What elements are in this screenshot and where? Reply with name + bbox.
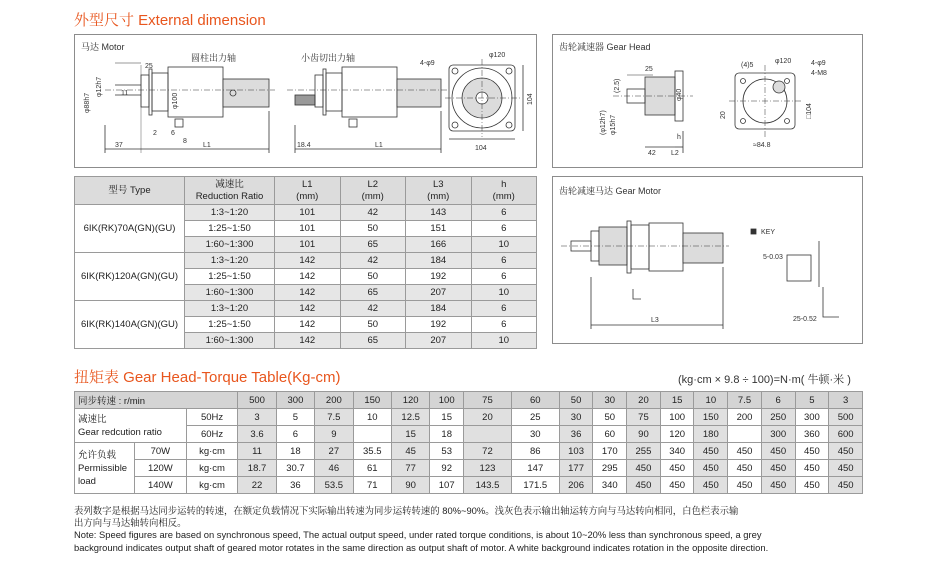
dim-4-M8: 4-M8 (811, 70, 827, 77)
dim-15h7: φ15h7 (610, 114, 617, 135)
dim-L1-left: L1 (203, 142, 211, 149)
dim-20: 20 (720, 111, 727, 119)
spec-cell: 101 (275, 205, 341, 221)
speed-cell: 75 (464, 392, 512, 409)
load-cell: 35.5 (353, 443, 391, 460)
load-cell: 92 (430, 460, 464, 477)
spec-cell: 6 (471, 221, 537, 237)
dim-104-bottom: 104 (475, 145, 487, 152)
spec-cell: 10 (471, 333, 537, 349)
load-cell: 18 (276, 443, 314, 460)
dim-phi40: φ40 (676, 88, 683, 101)
spec-cell: 50 (340, 317, 406, 333)
unit-cell: kg·cm (186, 477, 238, 494)
ratio-cell: 360 (795, 426, 829, 443)
spec-header-l1-text: L1 (mm) (296, 178, 319, 202)
torque-unit-note: (kg·cm × 9.8 ÷ 100)=N·m( 牛顿·米 ) (678, 374, 851, 386)
spec-row (75, 301, 537, 317)
load-cell: 72 (464, 443, 512, 460)
load-cell: 53.5 (315, 477, 353, 494)
load-cell: 450 (694, 477, 728, 494)
spec-cell: 166 (406, 237, 472, 253)
speed-cell: 6 (761, 392, 795, 409)
note-cn-2: 出方向与马达轴转向相反。 (74, 517, 187, 529)
ratio-label (75, 409, 187, 443)
dim-100: φ100 (172, 92, 179, 109)
spec-cell: 192 (406, 269, 472, 285)
load-cell: 107 (430, 477, 464, 494)
note-en-2: background indicates output shaft of geared motor rotates in the same direction as output shaft of motor. A white background indicates rotation in the opposite direction. (74, 541, 769, 553)
note-cn-1: 表列数字是根据马达同步运转的转速，在额定负载情况下实际输出转速为同步运转转速的 80%~90%。浅灰色表示输出轴运转方向与马达转向相同，白色栏表示输 (74, 505, 739, 516)
dim-gh-phi120: φ120 (775, 58, 792, 65)
torque-ratio-row (75, 426, 863, 443)
spec-type-cell: 6IK(RK)70A(GN)(GU) (75, 205, 185, 253)
ratio-cell: 60 (593, 426, 627, 443)
speed-cell: 100 (430, 392, 464, 409)
dim-2-5: (2.5) (614, 78, 621, 93)
load-cell: 123 (464, 460, 512, 477)
spec-header-l2 (340, 177, 406, 205)
dim-gh-25: 25 (645, 66, 653, 73)
spec-cell: 42 (340, 253, 406, 269)
load-cell: 450 (829, 443, 863, 460)
ratio-cell: 3 (238, 409, 276, 426)
hz-cell: 50Hz (186, 409, 238, 426)
spec-cell: 6 (471, 269, 537, 285)
spec-cell: 1:3~1:20 (185, 253, 275, 269)
torque-ratio-row (75, 409, 863, 426)
speed-cell: 60 (511, 392, 559, 409)
ratio-cell: 75 (627, 409, 661, 426)
spec-cell: 184 (406, 253, 472, 269)
dim-key-25: 25-0.52 (793, 316, 817, 323)
dim-key-5: 5-0.03 (763, 254, 783, 261)
motor-panel (74, 34, 537, 168)
load-cell: 295 (593, 460, 627, 477)
ratio-cell: 300 (761, 426, 795, 443)
ratio-cell: 180 (694, 426, 728, 443)
spec-body (75, 205, 537, 349)
gear-motor-panel (552, 176, 863, 344)
ratio-label-cn: 减速比 (78, 413, 107, 425)
spec-cell: 65 (340, 333, 406, 349)
load-cell: 450 (761, 460, 795, 477)
load-cell: 450 (660, 477, 694, 494)
load-cell: 450 (694, 443, 728, 460)
load-cell: 450 (761, 443, 795, 460)
load-cell: 11 (238, 443, 276, 460)
load-cell: 450 (795, 477, 829, 494)
load-cell: 36 (276, 477, 314, 494)
ratio-cell: 36 (559, 426, 593, 443)
speed-cell: 7.5 (728, 392, 762, 409)
dim-gh-4-phi9: 4-φ9 (811, 60, 826, 67)
spec-header-l1 (275, 177, 341, 205)
spec-cell: 6 (471, 317, 537, 333)
dim-box-104: □104 (806, 103, 813, 119)
load-cell: 450 (728, 443, 762, 460)
spec-header-ratio (185, 177, 275, 205)
load-cell: 147 (511, 460, 559, 477)
spec-cell: 1:60~1:300 (185, 285, 275, 301)
dim-45: (4)5 (741, 62, 754, 69)
dim-phi120: φ120 (489, 52, 506, 59)
dim-L3: L3 (651, 317, 659, 324)
ratio-label-en: Gear redcution ratio (78, 426, 162, 438)
unit-cell: kg·cm (186, 460, 238, 477)
spec-cell: 142 (275, 253, 341, 269)
section-title-external: 外型尺寸 External dimension (74, 12, 266, 29)
watt-cell: 140W (135, 477, 187, 494)
spec-header-row (75, 177, 537, 205)
dim-104-side: 104 (527, 93, 534, 105)
spec-cell: 192 (406, 317, 472, 333)
load-cell: 450 (829, 460, 863, 477)
load-cell: 30.7 (276, 460, 314, 477)
spec-cell: 42 (340, 301, 406, 317)
spec-cell: 101 (275, 221, 341, 237)
ratio-cell: 120 (660, 426, 694, 443)
ratio-cell (728, 426, 762, 443)
dim-h: h (677, 134, 681, 141)
spec-cell: 142 (275, 317, 341, 333)
spec-cell: 10 (471, 237, 537, 253)
ratio-cell: 18 (430, 426, 464, 443)
dim-18-4: 18.4 (297, 142, 311, 149)
load-label-cn: 允许负载 (78, 449, 117, 461)
dim-42: 42 (648, 150, 656, 157)
load-cell: 143.5 (464, 477, 512, 494)
speed-cell: 15 (660, 392, 694, 409)
speed-cell: 300 (276, 392, 314, 409)
ratio-cell: 20 (464, 409, 512, 426)
gear-head-label: 齿轮减速器 Gear Head (559, 42, 651, 52)
ratio-cell: 90 (627, 426, 661, 443)
ratio-cell: 7.5 (315, 409, 353, 426)
ratio-cell (353, 426, 391, 443)
watt-cell: 70W (135, 443, 187, 460)
torque-load-row (75, 443, 863, 460)
spec-cell: 65 (340, 237, 406, 253)
spec-cell: 184 (406, 301, 472, 317)
load-cell: 46 (315, 460, 353, 477)
load-cell: 450 (728, 460, 762, 477)
spec-header-type: 型号 Type (75, 177, 185, 205)
ratio-cell: 15 (391, 426, 429, 443)
ratio-cell: 15 (430, 409, 464, 426)
spec-cell: 1:60~1:300 (185, 237, 275, 253)
load-cell: 177 (559, 460, 593, 477)
ratio-cell: 10 (353, 409, 391, 426)
spec-header-ratio-text: 减速比 Reduction Ratio (195, 178, 264, 202)
watt-cell: 120W (135, 460, 187, 477)
load-cell: 27 (315, 443, 353, 460)
speed-cell: 30 (593, 392, 627, 409)
gear-head-panel (552, 34, 863, 168)
ratio-cell (464, 426, 512, 443)
ratio-cell: 3.6 (238, 426, 276, 443)
spec-cell: 50 (340, 269, 406, 285)
spec-cell: 65 (340, 285, 406, 301)
load-cell: 450 (761, 477, 795, 494)
spec-cell: 6 (471, 301, 537, 317)
ratio-cell: 300 (795, 409, 829, 426)
speed-cell: 20 (627, 392, 661, 409)
load-cell: 90 (391, 477, 429, 494)
ratio-cell: 30 (511, 426, 559, 443)
load-cell: 450 (795, 460, 829, 477)
speed-cell: 120 (391, 392, 429, 409)
hz-cell: 60Hz (186, 426, 238, 443)
spec-cell: 50 (340, 221, 406, 237)
ratio-cell: 6 (276, 426, 314, 443)
spec-row (75, 205, 537, 221)
ratio-cell: 30 (559, 409, 593, 426)
load-cell: 206 (559, 477, 593, 494)
pinion-shaft-label: 小齿切出力轴 (301, 53, 356, 63)
ratio-cell: 600 (829, 426, 863, 443)
spec-cell: 1:25~1:50 (185, 269, 275, 285)
spec-cell: 10 (471, 285, 537, 301)
load-cell: 86 (511, 443, 559, 460)
speed-cell: 10 (694, 392, 728, 409)
load-cell: 450 (627, 460, 661, 477)
spec-type-cell: 6IK(RK)120A(GN)(GU) (75, 253, 185, 301)
ratio-cell: 5 (276, 409, 314, 426)
load-cell: 450 (694, 460, 728, 477)
ratio-cell: 9 (315, 426, 353, 443)
load-cell: 18.7 (238, 460, 276, 477)
unit-cell: kg·cm (186, 443, 238, 460)
load-cell: 171.5 (511, 477, 559, 494)
spec-cell: 1:25~1:50 (185, 317, 275, 333)
load-cell: 53 (430, 443, 464, 460)
spec-cell: 142 (275, 269, 341, 285)
dim-12h7: φ12h7 (96, 76, 103, 97)
section-title-torque: 扭矩表 Gear Head-Torque Table(Kg-cm) (74, 369, 341, 386)
note-en-1: Note: Speed figures are based on synchronous speed, The actual output speed, under rated torque conditions, is about 10~20% less than synchronous speed, a grey (74, 529, 762, 541)
round-shaft-label: 圆柱出力轴 (191, 53, 237, 63)
motor-drawing (75, 35, 538, 169)
spec-cell: 6 (471, 253, 537, 269)
spec-header-l3 (406, 177, 472, 205)
dim-25: 25 (145, 63, 153, 70)
speed-label: 同步转速 : r/min (75, 392, 238, 409)
load-cell: 255 (627, 443, 661, 460)
dim-37: 37 (115, 142, 123, 149)
key-label: KEY (761, 229, 776, 236)
spec-cell: 1:25~1:50 (185, 221, 275, 237)
speed-cell: 150 (353, 392, 391, 409)
spec-header-l3-text: L3 (mm) (427, 178, 450, 202)
spec-header-l2-text: L2 (mm) (361, 178, 384, 202)
torque-load-row (75, 477, 863, 494)
load-cell: 450 (829, 477, 863, 494)
dim-8: 8 (183, 138, 187, 145)
torque-body (75, 392, 863, 494)
spec-table (74, 176, 537, 349)
spec-cell: 1:60~1:300 (185, 333, 275, 349)
gear-motor-drawing (553, 177, 864, 345)
ratio-cell: 100 (660, 409, 694, 426)
load-cell: 450 (660, 460, 694, 477)
spec-cell: 101 (275, 237, 341, 253)
motor-label: 马达 Motor (81, 42, 125, 52)
spec-header-h (471, 177, 537, 205)
dim-11: 11 (121, 90, 129, 97)
load-cell: 340 (593, 477, 627, 494)
spec-cell: 142 (275, 301, 341, 317)
ratio-cell: 12.5 (391, 409, 429, 426)
spec-cell: 6 (471, 205, 537, 221)
ratio-cell: 500 (829, 409, 863, 426)
dim-12h7b: (φ12h7) (600, 110, 607, 135)
dim-2: 2 (153, 130, 157, 137)
speed-cell: 50 (559, 392, 593, 409)
ratio-cell: 25 (511, 409, 559, 426)
load-label (75, 443, 135, 494)
spec-cell: 143 (406, 205, 472, 221)
spec-cell: 151 (406, 221, 472, 237)
dim-L2: L2 (671, 150, 679, 157)
load-cell: 450 (627, 477, 661, 494)
dim-88h7: φ88h7 (84, 92, 91, 113)
ratio-cell: 250 (761, 409, 795, 426)
speed-cell: 200 (315, 392, 353, 409)
dim-L1-mid: L1 (375, 142, 383, 149)
spec-cell: 1:3~1:20 (185, 301, 275, 317)
dim-84-8: ≈84.8 (753, 142, 771, 149)
gear-head-drawing (553, 35, 864, 169)
spec-header-h-text: h (mm) (492, 178, 515, 202)
ratio-cell: 200 (728, 409, 762, 426)
load-cell: 71 (353, 477, 391, 494)
load-cell: 103 (559, 443, 593, 460)
speed-cell: 500 (238, 392, 276, 409)
ratio-cell: 50 (593, 409, 627, 426)
gear-motor-label: 齿轮减速马达 Gear Motor (559, 186, 662, 196)
spec-cell: 207 (406, 285, 472, 301)
torque-load-row (75, 460, 863, 477)
spec-cell: 1:3~1:20 (185, 205, 275, 221)
spec-cell: 142 (275, 333, 341, 349)
spec-cell: 207 (406, 333, 472, 349)
load-cell: 45 (391, 443, 429, 460)
load-cell: 340 (660, 443, 694, 460)
torque-table (74, 391, 863, 494)
dim-4-phi9: 4-φ9 (420, 60, 435, 67)
load-cell: 450 (795, 443, 829, 460)
load-cell: 450 (728, 477, 762, 494)
load-cell: 77 (391, 460, 429, 477)
load-cell: 61 (353, 460, 391, 477)
dim-6: 6 (171, 130, 175, 137)
load-label-en: Permissible load (78, 462, 128, 487)
spec-type-cell: 6IK(RK)140A(GN)(GU) (75, 301, 185, 349)
torque-speed-row (75, 392, 863, 409)
spec-row (75, 253, 537, 269)
speed-cell: 5 (795, 392, 829, 409)
spec-cell: 142 (275, 285, 341, 301)
notes (74, 505, 874, 554)
ratio-cell: 150 (694, 409, 728, 426)
spec-cell: 42 (340, 205, 406, 221)
load-cell: 170 (593, 443, 627, 460)
load-cell: 22 (238, 477, 276, 494)
speed-cell: 3 (829, 392, 863, 409)
